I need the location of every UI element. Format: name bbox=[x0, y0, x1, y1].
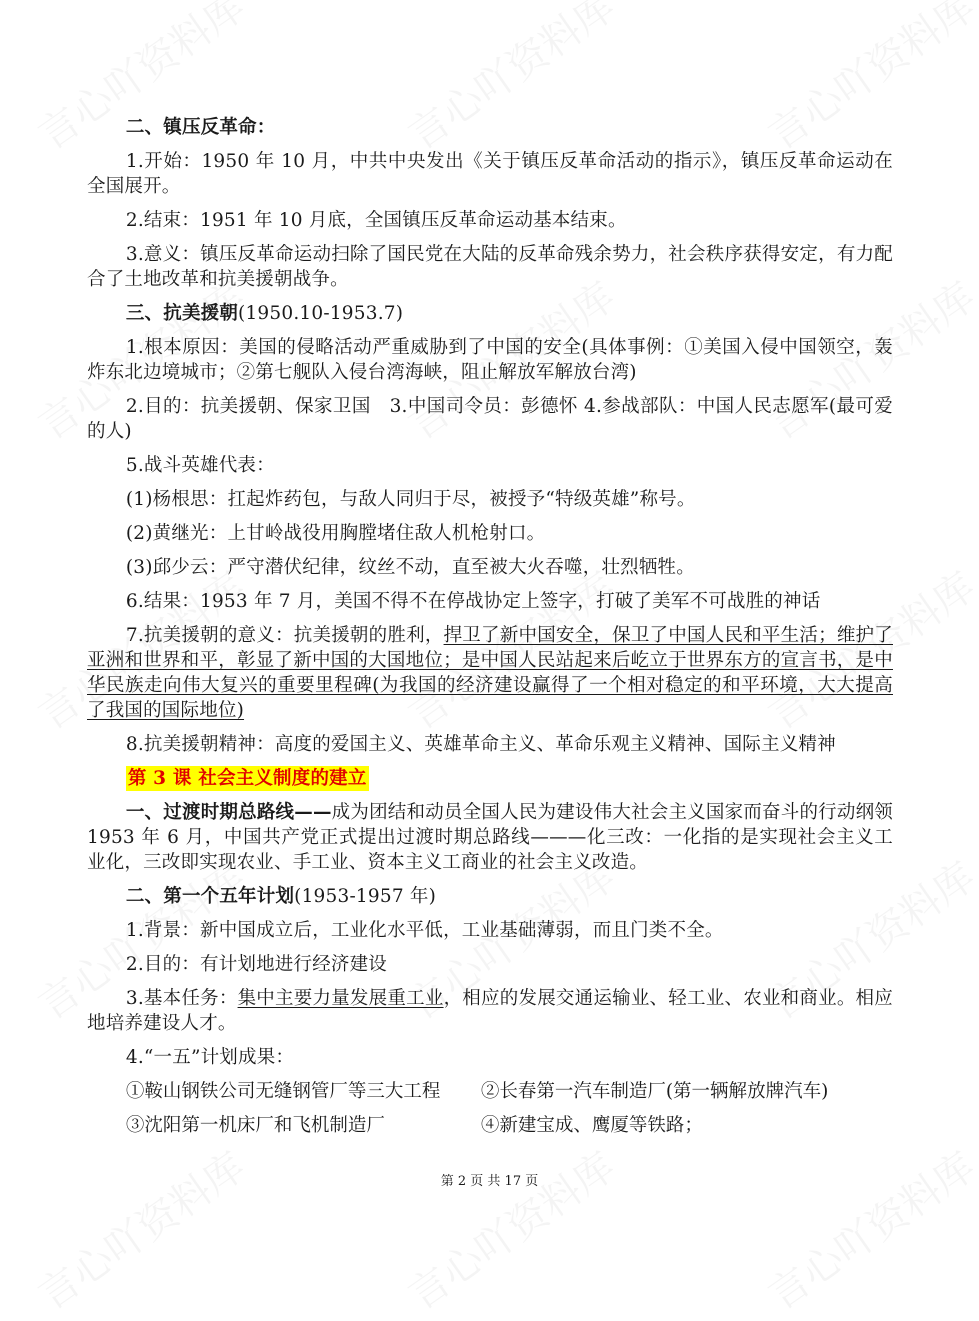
section-heading: 一、过渡时期总路线—— bbox=[125, 802, 332, 823]
text: 7.抗美援朝的意义：抗美援朝的胜利， bbox=[125, 625, 444, 646]
text: 成为团结和动员全国人民为建设伟大社会主义国家而奋斗的行动纲领 1953 年 6 月，中国共产党正式提出过渡时期总路线———化三改：一化指的是实现社会主义工业化，三改即实现农业、手工业、资本主义工商业的社会主义改造。 bbox=[87, 802, 893, 873]
text: 8.抗美援朝精神：高度的爱国主义、英雄革命主义、革命乐观主义精神、国际主义精神 bbox=[125, 734, 836, 755]
achievement-item: ②长春第一汽车制造厂(第一辆解放牌汽车) bbox=[480, 1081, 829, 1102]
text: (1)杨根思：扛起炸药包，与敌人同归于尽，被授予“特级英雄”称号。 bbox=[125, 489, 696, 510]
paragraph bbox=[87, 149, 893, 199]
paragraph bbox=[87, 952, 893, 977]
paragraph bbox=[87, 732, 893, 757]
lesson-heading: 第 3 课 社会主义制度的建立 bbox=[127, 768, 367, 789]
paragraph bbox=[87, 623, 893, 723]
paragraph bbox=[87, 521, 893, 546]
text: 5.战斗英雄代表： bbox=[125, 455, 275, 476]
text: 1.背景：新中国成立后，工业化水平低，工业基础薄弱，而且门类不全。 bbox=[125, 920, 724, 941]
paragraph bbox=[87, 487, 893, 512]
paragraph bbox=[87, 301, 893, 326]
achievement-item: ④新建宝成、鹰厦等铁路； bbox=[480, 1115, 703, 1136]
paragraph bbox=[87, 555, 893, 580]
paragraph bbox=[87, 800, 893, 875]
paragraph bbox=[87, 918, 893, 943]
text: ，相应的发展交通运输业、轻工业、农业和商业。相应地培养建设人才。 bbox=[87, 988, 893, 1034]
text: 4.“一五”计划成果： bbox=[125, 1047, 295, 1068]
text: 2.目的：有计划地进行经济建设 bbox=[125, 954, 387, 975]
document-body bbox=[87, 115, 893, 1147]
paragraph bbox=[87, 115, 893, 140]
watermark-text bbox=[755, 1136, 979, 1320]
paragraph bbox=[87, 1045, 893, 1070]
text: 3.基本任务： bbox=[125, 988, 238, 1009]
paragraph bbox=[87, 335, 893, 385]
paragraph bbox=[87, 242, 893, 292]
text: 1.开始：1950 年 10 月，中共中央发出《关于镇压反革命活动的指示》，镇压反革命运动在全国展开。 bbox=[87, 151, 893, 197]
paragraph bbox=[87, 589, 893, 614]
achievement-row bbox=[87, 1113, 893, 1138]
section-heading: 三、抗美援朝 bbox=[125, 303, 239, 324]
achievement-item: ①鞍山钢铁公司无缝钢管厂等三大工程 bbox=[125, 1081, 441, 1102]
achievement-item: ③沈阳第一机床厂和飞机制造厂 bbox=[125, 1115, 385, 1136]
text: (1950.10-1953.7) bbox=[238, 303, 404, 324]
section-heading: 二、第一个五年计划 bbox=[125, 886, 295, 907]
text: (3)邱少云：严守潜伏纪律，纹丝不动，直至被大火吞噬，壮烈牺牲。 bbox=[125, 557, 695, 578]
text: 6.结果：1953 年 7 月，美国不得不在停战协定上签字，打破了美军不可战胜的神话 bbox=[125, 591, 821, 612]
watermark-text bbox=[395, 1136, 624, 1320]
watermark-text bbox=[25, 1136, 254, 1320]
text: (1953-1957 年) bbox=[294, 886, 436, 907]
section-heading: 二、镇压反革命： bbox=[125, 117, 276, 138]
text: 2.结束：1951 年 10 月底，全国镇压反革命运动基本结束。 bbox=[125, 210, 627, 231]
lesson-title bbox=[87, 766, 893, 791]
paragraph bbox=[87, 208, 893, 233]
text: 3.意义：镇压反革命运动扫除了国民党在大陆的反革命残余势力，社会秩序获得安定，有力配合了土地改革和抗美援朝战争。 bbox=[87, 244, 893, 290]
paragraph bbox=[87, 986, 893, 1036]
paragraph bbox=[87, 884, 893, 909]
underlined-text: 集中主要力量发展重工业 bbox=[237, 988, 444, 1009]
paragraph bbox=[87, 394, 893, 444]
text: 2.目的：抗美援朝、保家卫国 3.中国司令员：彭德怀 4.参战部队：中国人民志愿军(最可爱的人) bbox=[87, 396, 893, 442]
text: (2)黄继光：上甘岭战役用胸膛堵住敌人机枪射口。 bbox=[125, 523, 546, 544]
underlined-text: 捍卫了新中国安全，保卫了中国人民和平生活；维护了亚洲和世界和平，彰显了新中国的大国地位；是中国人民站起来后屹立于世界东方的宣言书，是中华民族走向伟大复兴的重要里程碑(为我国的经济建设赢得了一个相对稳定的和平环境，大大提高了我国的国际地位) bbox=[87, 625, 893, 721]
achievement-row bbox=[87, 1079, 893, 1104]
paragraph bbox=[87, 453, 893, 478]
page-footer: 第 2 页 共 17 页 bbox=[440, 1174, 539, 1189]
text: 1.根本原因：美国的侵略活动严重威胁到了中国的安全(具体事例：①美国入侵中国领空，轰炸东北边境城市；②第七舰队入侵台湾海峡，阻止解放军解放台湾) bbox=[87, 337, 893, 383]
